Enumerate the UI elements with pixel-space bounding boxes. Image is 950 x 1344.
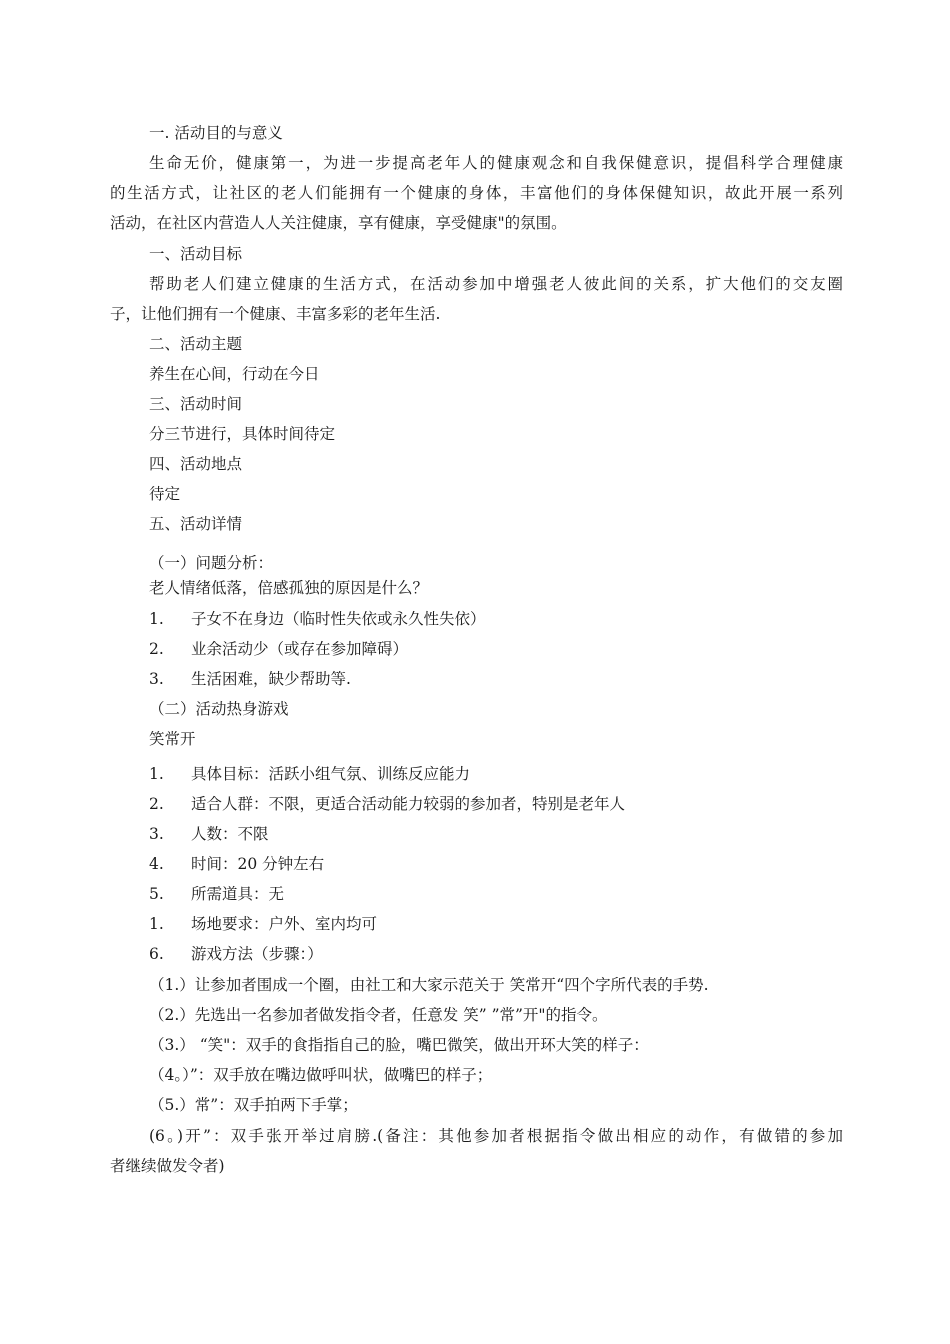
list-item-text: 适合人群：不限，更适合活动能力较弱的参加者，特别是老年人 bbox=[191, 795, 626, 813]
place-text: 待定 bbox=[149, 485, 181, 503]
list-item-number: 1. bbox=[149, 915, 164, 933]
game-step-4: （4。）”：双手放在嘴边做呼叫状，做嘴巴的样子； bbox=[149, 1066, 493, 1084]
list-item-number: 3. bbox=[149, 825, 164, 843]
list-item-text: 游戏方法（步骤：） bbox=[191, 945, 323, 963]
game-step-2: （2.）先选出一名参加者做发指令者，任意发 笑” ”常”开"的指令。 bbox=[149, 1006, 608, 1024]
list-item-number: 1. bbox=[149, 765, 164, 783]
game-step-1: （1.）让参加者围成一个圈，由社工和大家示范关于 笑常开“四个字所代表的手势. bbox=[149, 976, 709, 994]
paragraph-intro-line-3: 活动，在社区内营造人人关注健康，享有健康，享受健康"的氛围。 bbox=[110, 214, 567, 232]
list-item bbox=[149, 609, 486, 629]
paragraph-intro-line-2: 的生活方式，让社区的老人们能拥有一个健康的身体，丰富他们的身体保健知识，故此开展一系列 bbox=[110, 184, 843, 202]
list-item-text: 人数：不限 bbox=[191, 825, 269, 843]
section-heading-goal: 一、活动目标 bbox=[149, 245, 243, 263]
list-item bbox=[149, 884, 284, 904]
list-item-text: 业余活动少（或存在参加障碍） bbox=[191, 640, 409, 658]
game-step-5: （5.）常”：双手拍两下手掌； bbox=[149, 1096, 358, 1114]
list-item bbox=[149, 824, 269, 844]
list-item-number: 1. bbox=[149, 610, 164, 628]
game-step-6-line-1: (6。)开”：双手张开举过肩膀.(备注：其他参加者根据指令做出相应的动作，有做错的参加 bbox=[149, 1127, 843, 1145]
list-item-number: 4. bbox=[149, 855, 164, 873]
list-item bbox=[149, 914, 377, 934]
list-item bbox=[149, 764, 470, 784]
list-item-text: 具体目标：活跃小组气氛、训练反应能力 bbox=[191, 765, 471, 783]
list-item-number: 5. bbox=[149, 885, 164, 903]
list-item-number: 6. bbox=[149, 945, 164, 963]
list-item-number: 2. bbox=[149, 795, 164, 813]
list-item-text: 时间：20 分钟左右 bbox=[191, 855, 325, 873]
paragraph-goal-line-1: 帮助老人们建立健康的生活方式，在活动参加中增强老人彼此间的关系，扩大他们的交友圈 bbox=[149, 275, 843, 293]
section-heading-details: 五、活动详情 bbox=[149, 515, 243, 533]
list-item-text: 场地要求：户外、室内均可 bbox=[191, 915, 378, 933]
time-text: 分三节进行，具体时间待定 bbox=[149, 425, 336, 443]
section-heading-place: 四、活动地点 bbox=[149, 455, 243, 473]
list-item bbox=[149, 944, 323, 964]
section-heading-theme: 二、活动主题 bbox=[149, 335, 243, 353]
list-item-number: 2. bbox=[149, 640, 164, 658]
list-item-text: 生活困难，缺少帮助等. bbox=[191, 670, 351, 688]
paragraph-intro-line-1: 生命无价，健康第一，为进一步提高老年人的健康观念和自我保健意识，提倡科学合理健康 bbox=[149, 154, 843, 172]
list-item-number: 3. bbox=[149, 670, 164, 688]
section-heading-time: 三、活动时间 bbox=[149, 395, 243, 413]
subheading-problem-analysis: （一）问题分析： bbox=[149, 554, 274, 572]
list-item bbox=[149, 794, 625, 814]
list-item bbox=[149, 639, 408, 659]
list-item bbox=[149, 669, 351, 689]
section-heading-purpose: 一. 活动目的与意义 bbox=[149, 124, 283, 142]
theme-text: 养生在心间，行动在今日 bbox=[149, 365, 320, 383]
paragraph-goal-line-2: 子，让他们拥有一个健康、丰富多彩的老年生活. bbox=[110, 305, 441, 323]
list-item bbox=[149, 854, 324, 874]
list-item-text: 子女不在身边（临时性失依或永久性失依） bbox=[191, 610, 486, 628]
game-step-6-line-2: 者继续做发令者) bbox=[110, 1157, 225, 1175]
subheading-warmup-game: （二）活动热身游戏 bbox=[149, 700, 289, 718]
problem-question: 老人情绪低落，倍感孤独的原因是什么？ bbox=[149, 579, 429, 597]
game-title: 笑常开 bbox=[149, 730, 196, 748]
game-step-3: （3.） “笑"：双手的食指指自己的脸，嘴巴微笑，做出开环大笑的样子： bbox=[149, 1036, 649, 1054]
list-item-text: 所需道具：无 bbox=[191, 885, 285, 903]
